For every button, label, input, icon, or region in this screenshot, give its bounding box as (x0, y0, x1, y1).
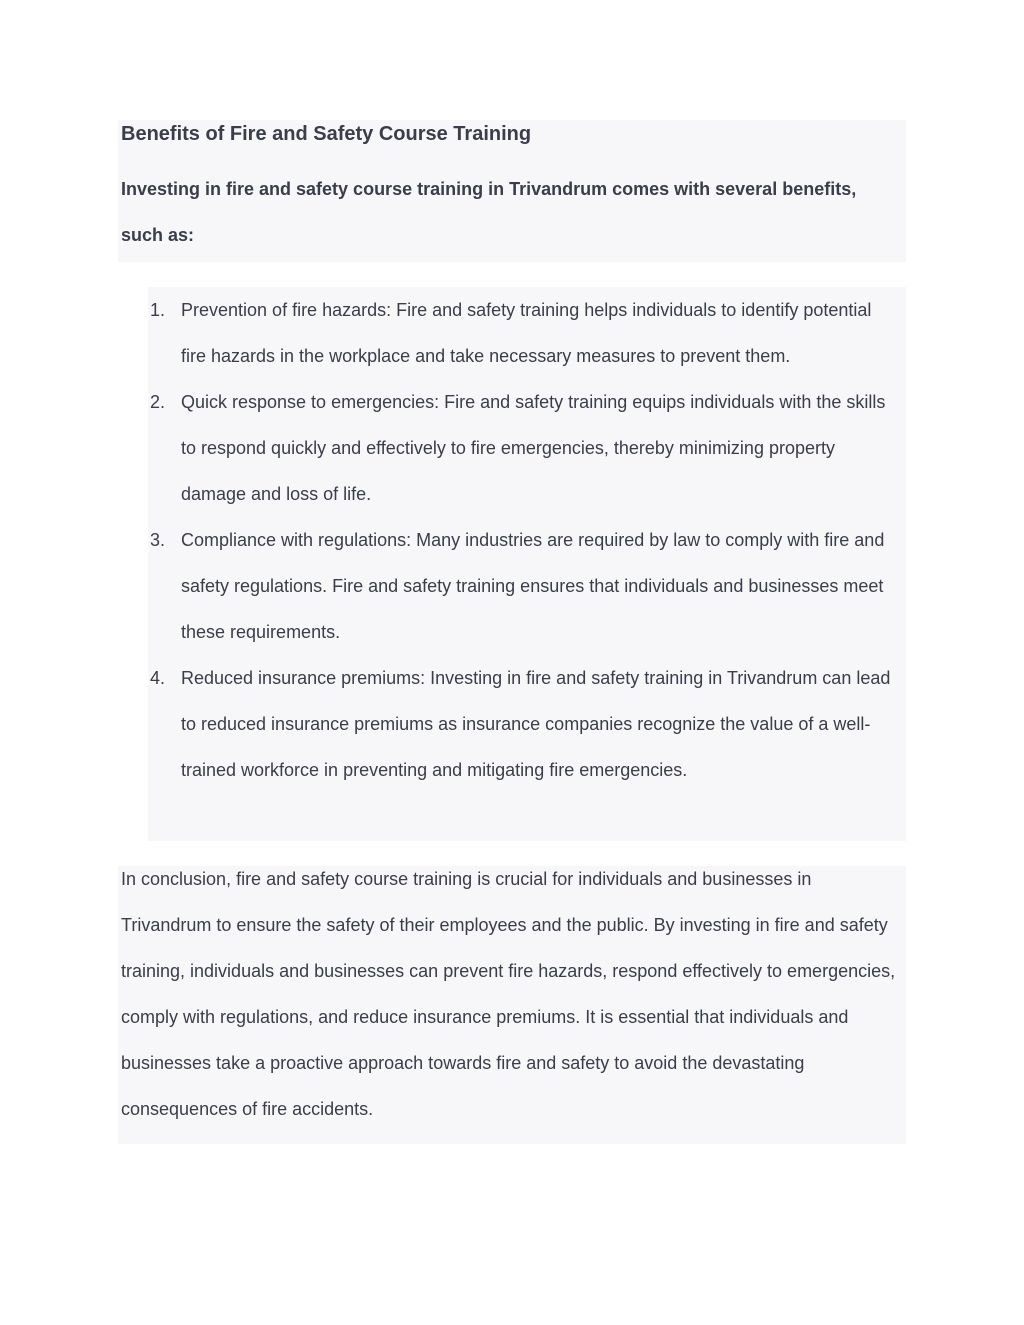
list-item-text: Reduced insurance premiums: Investing in fire and safety training in Trivandrum can lead to reduced insurance premiums as insurance companies recognize the value of a well-trained workforce in preventing and mitigating fire emergencies. (181, 668, 891, 780)
list-item-number: 3. (150, 530, 166, 550)
intro-section (118, 120, 906, 262)
conclusion-paragraph: In conclusion, fire and safety course training is crucial for individuals and businesses in Trivandrum to ensure the safety of their employees and the public. By investing in fire and safety training, individuals and businesses can prevent fire hazards, respond effectively to emergencies, comply with regulations, and reduce insurance premiums. It is essential that individuals and businesses take a proactive approach towards fire and safety to avoid the devastating consequences of fire accidents. (121, 869, 896, 1119)
list-item-text: Quick response to emergencies: Fire and safety training equips individuals with the skills to respond quickly and effectively to fire emergencies, thereby minimizing property damage and loss of life. (181, 392, 886, 504)
list-item (148, 655, 901, 793)
list-item-number: 4. (150, 668, 166, 688)
list-item-number: 2. (150, 392, 166, 412)
list-item (148, 287, 901, 379)
section-heading: Benefits of Fire and Safety Course Training (121, 123, 532, 145)
list-item-text: Compliance with regulations: Many industries are required by law to comply with fire and safety regulations. Fire and safety training ensures that individuals and businesses meet these requirements. (181, 530, 885, 642)
list-item-number: 1. (150, 300, 166, 320)
list-item-text: Prevention of fire hazards: Fire and safety training helps individuals to identify potential fire hazards in the workplace and take necessary measures to prevent them. (181, 300, 872, 366)
benefits-list (148, 287, 906, 793)
list-item (148, 517, 901, 655)
conclusion-section (118, 866, 906, 1144)
lead-paragraph: Investing in fire and safety course training in Trivandrum comes with several benefits, such as: (121, 179, 857, 245)
list-item (148, 379, 901, 517)
benefits-list-section (148, 287, 906, 841)
